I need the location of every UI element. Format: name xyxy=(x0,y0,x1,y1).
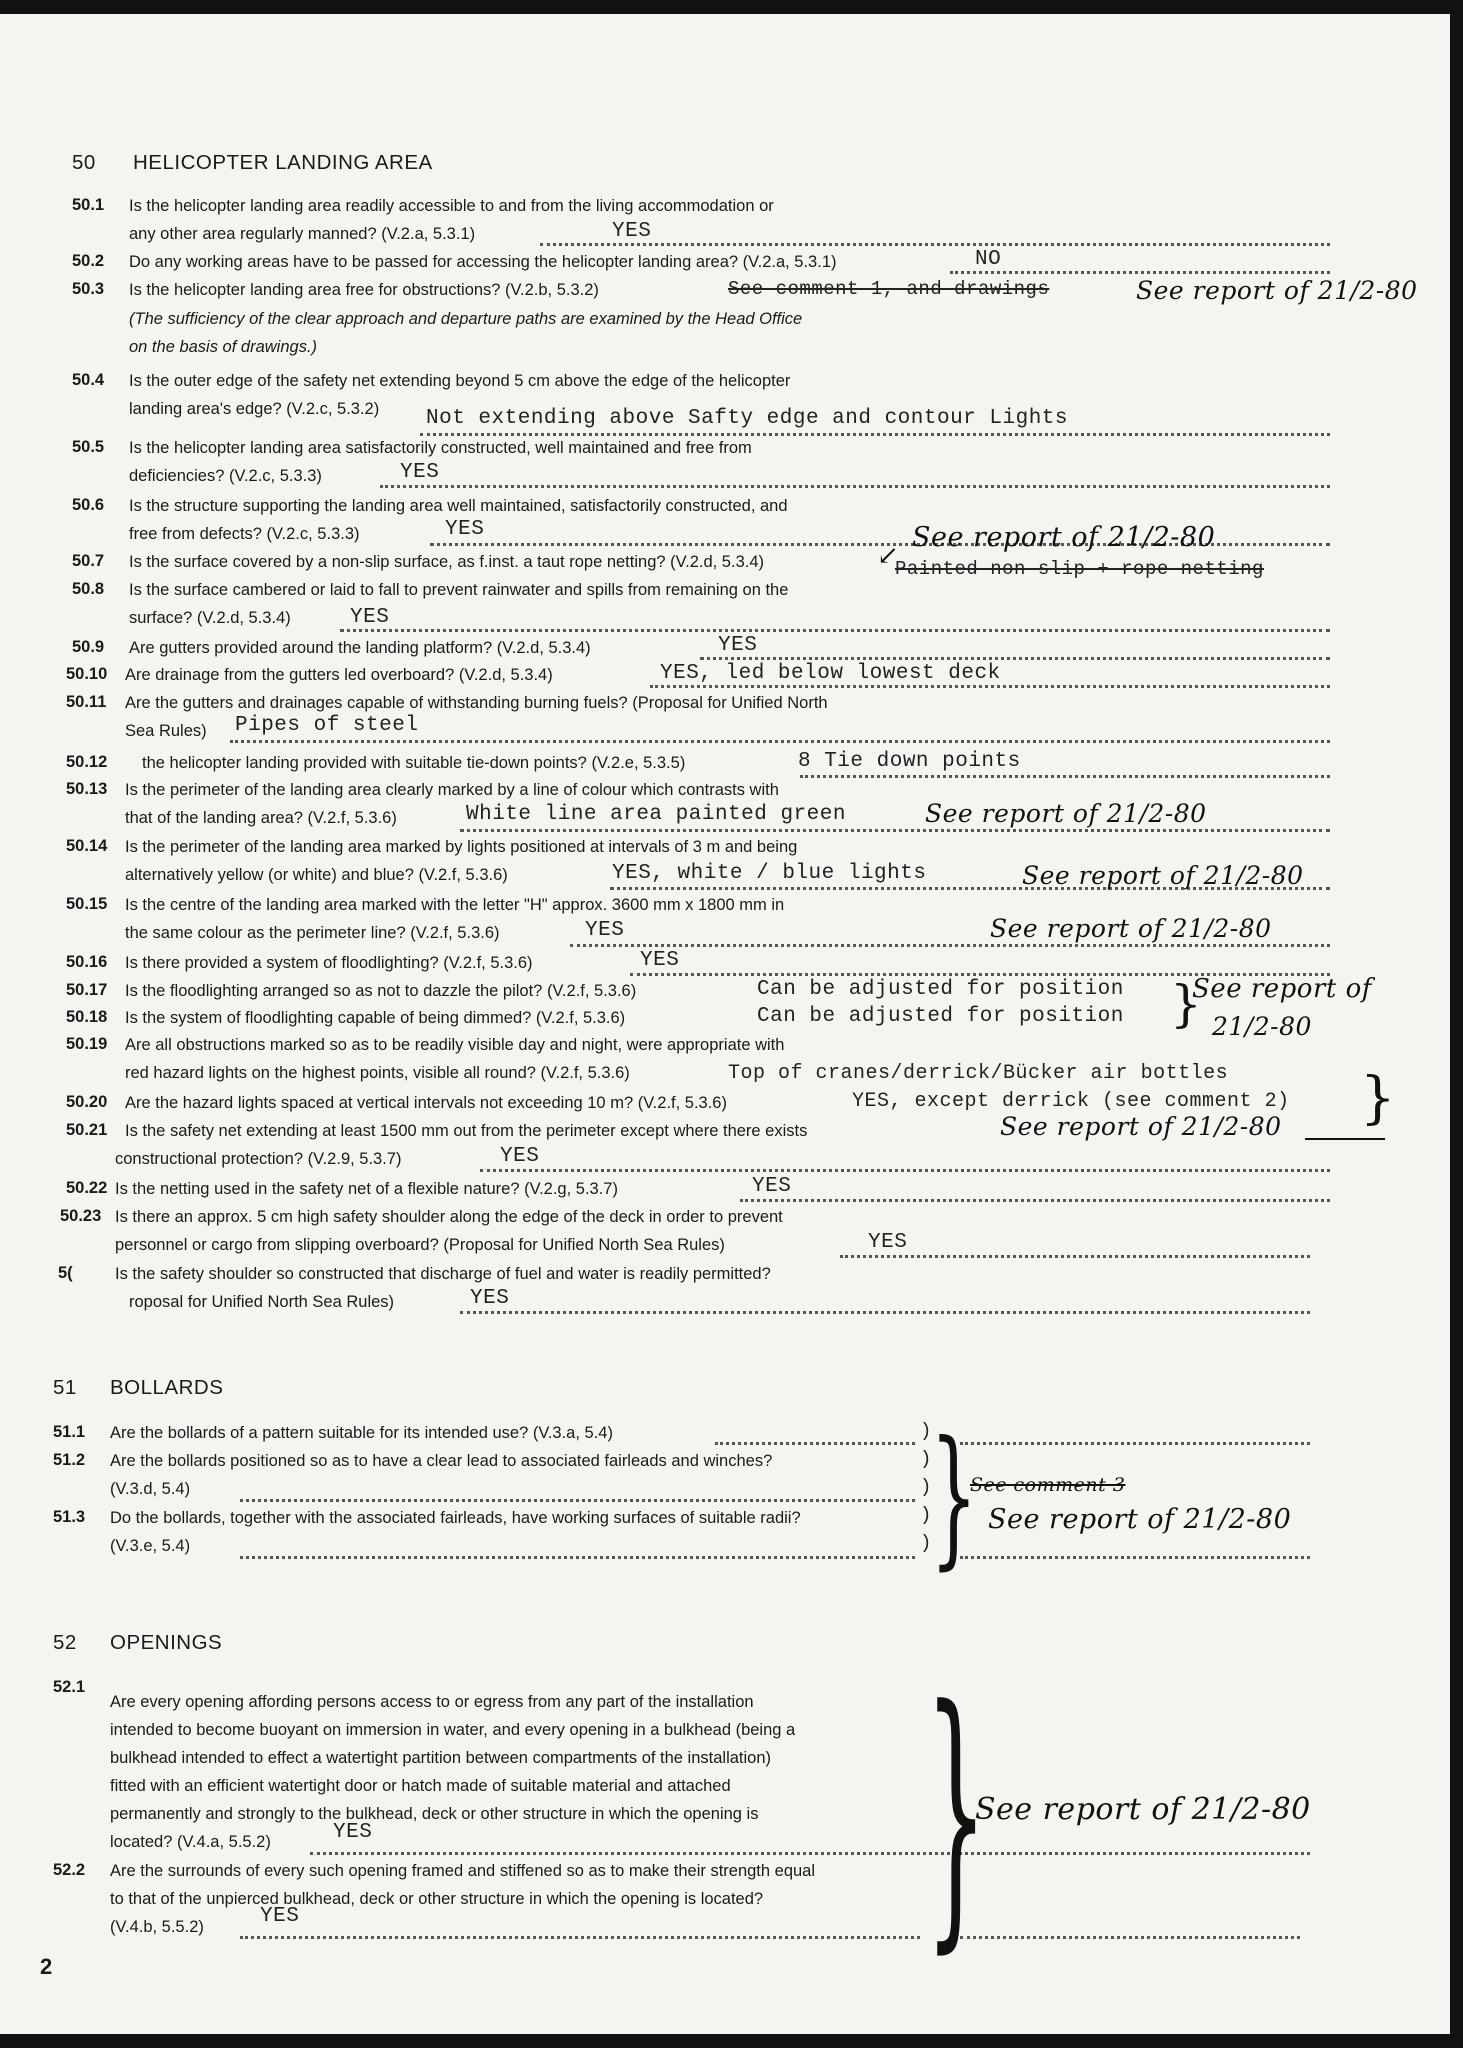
question-line: Is there provided a system of floodlighting? (V.2.f, 5.3.6) xyxy=(125,954,533,972)
item-number: 50.12 xyxy=(66,753,108,771)
item-number: 50.21 xyxy=(66,1121,108,1139)
item-number: 51.1 xyxy=(53,1423,86,1441)
question-line: Are all obstructions marked so as to be readily visible day and night, were appropriate with xyxy=(125,1036,785,1054)
section-51-number: 51 xyxy=(53,1376,77,1399)
question-line: to that of the unpierced bulkhead, deck or other structure in which the opening is located? xyxy=(110,1890,764,1908)
question-line: Is the safety net extending at least 1500 mm out from the perimeter except where there exists xyxy=(125,1122,808,1140)
typed-answer: Can be adjusted for position xyxy=(757,978,1124,1001)
question-line: alternatively yellow (or white) and blue? (V.2.f, 5.3.6) xyxy=(125,866,508,884)
answer-dotted-line xyxy=(460,1311,1310,1314)
item-number: 50.19 xyxy=(66,1035,108,1053)
question-line: red hazard lights on the highest points, visible all round? (V.2.f, 5.3.6) xyxy=(125,1064,630,1082)
question-line: bulkhead intended to effect a watertight partition between compartments of the installation) xyxy=(110,1749,772,1767)
item-number: 50.18 xyxy=(66,1008,108,1026)
answer-dotted-line xyxy=(460,829,1330,832)
question-line: that of the landing area? (V.2.f, 5.3.6) xyxy=(125,809,397,827)
question-line: Is the netting used in the safety net of a flexible nature? (V.2.g, 5.3.7) xyxy=(115,1180,618,1198)
question-line: Is the centre of the landing area marked with the letter "H" approx. 3600 mm x 1800 mm in xyxy=(125,896,785,914)
section-52-title: OPENINGS xyxy=(110,1631,223,1654)
typed-answer: YES, led below lowest deck xyxy=(660,662,1001,685)
question-line: Is there an approx. 5 cm high safety shoulder along the edge of the deck in order to prevent xyxy=(115,1208,783,1226)
item-number: 50.16 xyxy=(66,953,108,971)
answer-dotted-line xyxy=(570,944,1330,947)
question-line: Is the surface cambered or laid to fall to prevent rainwater and spills from remaining on the xyxy=(129,581,789,599)
question-line: Are the bollards of a pattern suitable for its intended use? (V.3.a, 5.4) xyxy=(110,1424,613,1442)
struck-answer: Painted non slip + rope netting xyxy=(895,558,1264,580)
question-line: located? (V.4.a, 5.5.2) xyxy=(110,1833,271,1851)
handwritten-note: See report of 21/2-80 xyxy=(990,914,1272,943)
answer-dotted-line xyxy=(380,485,1330,488)
typed-answer: YES xyxy=(640,949,680,972)
section-50-number: 50 xyxy=(72,151,96,174)
question-line: the helicopter landing provided with suitable tie-down points? (V.2.e, 5.3.5) xyxy=(142,754,686,772)
item-number: 50.10 xyxy=(66,665,108,683)
handwritten-note: See report of 21/2-80 xyxy=(1022,861,1304,890)
item-number: 50.15 xyxy=(66,895,108,913)
typed-parenthesis: ) ) ) ) ) xyxy=(920,1420,932,1554)
item-number: 50.14 xyxy=(66,837,108,855)
question-line: Sea Rules) xyxy=(125,722,207,740)
typed-answer: YES xyxy=(400,461,440,484)
question-line: Is the outer edge of the safety net extending beyond 5 cm above the edge of the helicopter xyxy=(129,372,791,390)
typed-answer: YES xyxy=(470,1287,510,1310)
answer-dotted-line xyxy=(740,1199,1330,1202)
struck-note: See comment 3 xyxy=(970,1474,1126,1496)
typed-answer: Can be adjusted for position xyxy=(757,1005,1124,1028)
item-number: 50.3 xyxy=(72,280,105,298)
answer-dotted-line xyxy=(960,1936,1300,1939)
typed-answer: Not extending above Safty edge and contour Lights xyxy=(426,407,1069,430)
item-number: 50.20 xyxy=(66,1093,108,1111)
typed-answer: YES, white / blue lights xyxy=(612,862,927,885)
note-line: on the basis of drawings.) xyxy=(129,338,318,356)
question-line: Is the perimeter of the landing area clearly marked by a line of colour which contrasts with xyxy=(125,781,779,799)
handwritten-note: See report of 21/2-80 xyxy=(925,799,1207,828)
question-line: (V.3.e, 5.4) xyxy=(110,1537,191,1555)
typed-answer: YES, except derrick (see comment 2) xyxy=(852,1090,1290,1113)
handwritten-note: 21/2-80 xyxy=(1212,1012,1312,1041)
question-line: Are the gutters and drainages capable of withstanding burning fuels? (Proposal for Unified North xyxy=(125,694,828,712)
question-line: the same colour as the perimeter line? (V.2.f, 5.3.6) xyxy=(125,924,500,942)
question-line: Do any working areas have to be passed for accessing the helicopter landing area? (V.2.a, 5.3.1) xyxy=(129,253,837,271)
item-number: 50.5 xyxy=(72,438,105,456)
section-50-title: HELICOPTER LANDING AREA xyxy=(133,151,433,174)
note-line: (The sufficiency of the clear approach and departure paths are examined by the Head Office xyxy=(129,310,803,328)
item-number: 50.1 xyxy=(72,196,105,214)
question-line: free from defects? (V.2.c, 5.3.3) xyxy=(129,525,360,543)
struck-answer: See comment 1, and drawings xyxy=(728,278,1050,300)
question-line: surface? (V.2.d, 5.3.4) xyxy=(129,609,291,627)
answer-dotted-line xyxy=(240,1556,915,1559)
item-number: 50.6 xyxy=(72,496,105,514)
typed-answer: NO xyxy=(975,248,1002,271)
item-number: 50.17 xyxy=(66,981,108,999)
answer-dotted-line xyxy=(700,657,1330,660)
item-number: 50.8 xyxy=(72,580,105,598)
answer-dotted-line xyxy=(310,1852,1310,1855)
arrow-mark: ↙ xyxy=(877,541,900,571)
item-number: 52.2 xyxy=(53,1861,86,1879)
question-line: (V.4.b, 5.5.2) xyxy=(110,1918,204,1936)
question-line: personnel or cargo from slipping overboard? (Proposal for Unified North Sea Rules) xyxy=(115,1236,725,1254)
handwritten-brace: } xyxy=(925,1651,988,1977)
question-line: Is the safety shoulder so constructed that discharge of fuel and water is readily permitted? xyxy=(115,1265,771,1283)
typed-answer: YES xyxy=(445,518,485,541)
question-line: Is the structure supporting the landing area well maintained, satisfactorily constructed, and xyxy=(129,497,788,515)
answer-dotted-line xyxy=(540,243,1330,246)
item-number: 50.2 xyxy=(72,252,105,270)
question-line: intended to become buoyant on immersion in water, and every opening in a bulkhead (being a xyxy=(110,1721,796,1739)
handwritten-note: See report of xyxy=(1192,974,1372,1004)
question-line: constructional protection? (V.2.9, 5.3.7) xyxy=(115,1150,402,1168)
question-line: deficiencies? (V.2.c, 5.3.3) xyxy=(129,467,322,485)
item-number: 50.22 xyxy=(66,1179,108,1197)
item-number: 51.2 xyxy=(53,1451,86,1469)
question-line: permanently and strongly to the bulkhead, deck or other structure in which the opening is xyxy=(110,1805,759,1823)
item-number: 50.23 xyxy=(60,1207,102,1225)
typed-answer: Pipes of steel xyxy=(235,714,419,737)
question-line: (V.3.d, 5.4) xyxy=(110,1480,191,1498)
question-line: roposal for Unified North Sea Rules) xyxy=(129,1293,395,1311)
answer-dotted-line xyxy=(960,1442,1310,1445)
answer-dotted-line xyxy=(240,1499,915,1502)
question-line: Is the helicopter landing area readily accessible to and from the living accommodation or xyxy=(129,197,774,215)
item-number: 50.7 xyxy=(72,552,105,570)
handwritten-brace: } xyxy=(1360,1066,1396,1131)
item-number: 51.3 xyxy=(53,1508,86,1526)
answer-dotted-line xyxy=(230,740,1330,743)
question-line: Are the bollards positioned so as to have a clear lead to associated fairleads and winches? xyxy=(110,1452,773,1470)
document-page xyxy=(0,14,1450,2034)
answer-dotted-line xyxy=(650,685,1330,688)
handwritten-note: See report of 21/2-80 xyxy=(975,1792,1311,1827)
question-line: Do the bollards, together with the associated fairleads, have working surfaces of suitable radii? xyxy=(110,1509,801,1527)
item-number: 5( xyxy=(58,1264,73,1282)
handwritten-note: See report of 21/2-80 xyxy=(1000,1112,1282,1141)
typed-answer: Top of cranes/derrick/Bücker air bottles xyxy=(728,1062,1229,1085)
answer-dotted-line xyxy=(950,271,1330,274)
section-52-number: 52 xyxy=(53,1631,77,1654)
question-line: Is the surface covered by a non-slip surface, as f.inst. a taut rope netting? (V.2.d, 5.3.4) xyxy=(129,553,765,571)
handwritten-note: See report of 21/2-80 xyxy=(912,522,1216,553)
item-number: 52.1 xyxy=(53,1678,86,1696)
answer-dotted-line xyxy=(960,1556,1310,1559)
typed-answer: YES xyxy=(500,1145,540,1168)
typed-answer: YES xyxy=(260,1905,300,1928)
handwritten-brace: } xyxy=(1170,975,1202,1033)
answer-dotted-line xyxy=(240,1936,920,1939)
page-number: 2 xyxy=(40,1954,53,1979)
answer-dotted-line xyxy=(340,629,1330,632)
typed-answer: 8 Tie down points xyxy=(798,750,1021,773)
handwritten-note: See report of 21/2-80 xyxy=(1136,276,1418,305)
question-line: Is the floodlighting arranged so as not to dazzle the pilot? (V.2.f, 5.3.6) xyxy=(125,982,637,1000)
answer-dotted-line xyxy=(715,1442,915,1445)
handwritten-note: See report of 21/2-80 xyxy=(988,1504,1292,1535)
item-number: 50.9 xyxy=(72,638,105,656)
item-number: 50.11 xyxy=(66,693,107,711)
question-line: any other area regularly manned? (V.2.a, 5.3.1) xyxy=(129,225,476,243)
question-line: Is the perimeter of the landing area marked by lights positioned at intervals of 3 m and being xyxy=(125,838,798,856)
question-line: Are every opening affording persons access to or egress from any part of the installation xyxy=(110,1693,754,1711)
typed-answer: White line area painted green xyxy=(466,803,846,826)
typed-answer: YES xyxy=(333,1821,373,1844)
section-51-title: BOLLARDS xyxy=(110,1376,224,1399)
typed-answer: YES xyxy=(585,919,625,942)
question-line: Are the surrounds of every such opening framed and stiffened so as to make their strength equal xyxy=(110,1862,816,1880)
typed-answer: YES xyxy=(350,606,390,629)
answer-dotted-line xyxy=(480,1169,1330,1172)
typed-answer: YES xyxy=(718,634,758,657)
question-line: Are the hazard lights spaced at vertical intervals not exceeding 10 m? (V.2.f, 5.3.6) xyxy=(125,1094,727,1112)
answer-dotted-line xyxy=(840,1255,1310,1258)
question-line: Are gutters provided around the landing platform? (V.2.d, 5.3.4) xyxy=(129,639,591,657)
typed-answer: YES xyxy=(612,220,652,243)
handwritten-brace: } xyxy=(930,1410,978,1584)
question-line: landing area's edge? (V.2.c, 5.3.2) xyxy=(129,400,380,418)
question-line: Is the helicopter landing area satisfactorily constructed, well maintained and free from xyxy=(129,439,752,457)
handwritten-line xyxy=(1305,1138,1385,1140)
question-line: Are drainage from the gutters led overboard? (V.2.d, 5.3.4) xyxy=(125,666,553,684)
typed-answer: YES xyxy=(868,1231,908,1254)
answer-dotted-line xyxy=(800,775,1330,778)
typed-answer: YES xyxy=(752,1175,792,1198)
item-number: 50.4 xyxy=(72,371,105,389)
item-number: 50.13 xyxy=(66,780,108,798)
question-line: fitted with an efficient watertight door or hatch made of suitable material and attached xyxy=(110,1777,731,1795)
question-line: Is the system of floodlighting capable of being dimmed? (V.2.f, 5.3.6) xyxy=(125,1009,626,1027)
question-line: Is the helicopter landing area free for obstructions? (V.2.b, 5.3.2) xyxy=(129,281,599,299)
